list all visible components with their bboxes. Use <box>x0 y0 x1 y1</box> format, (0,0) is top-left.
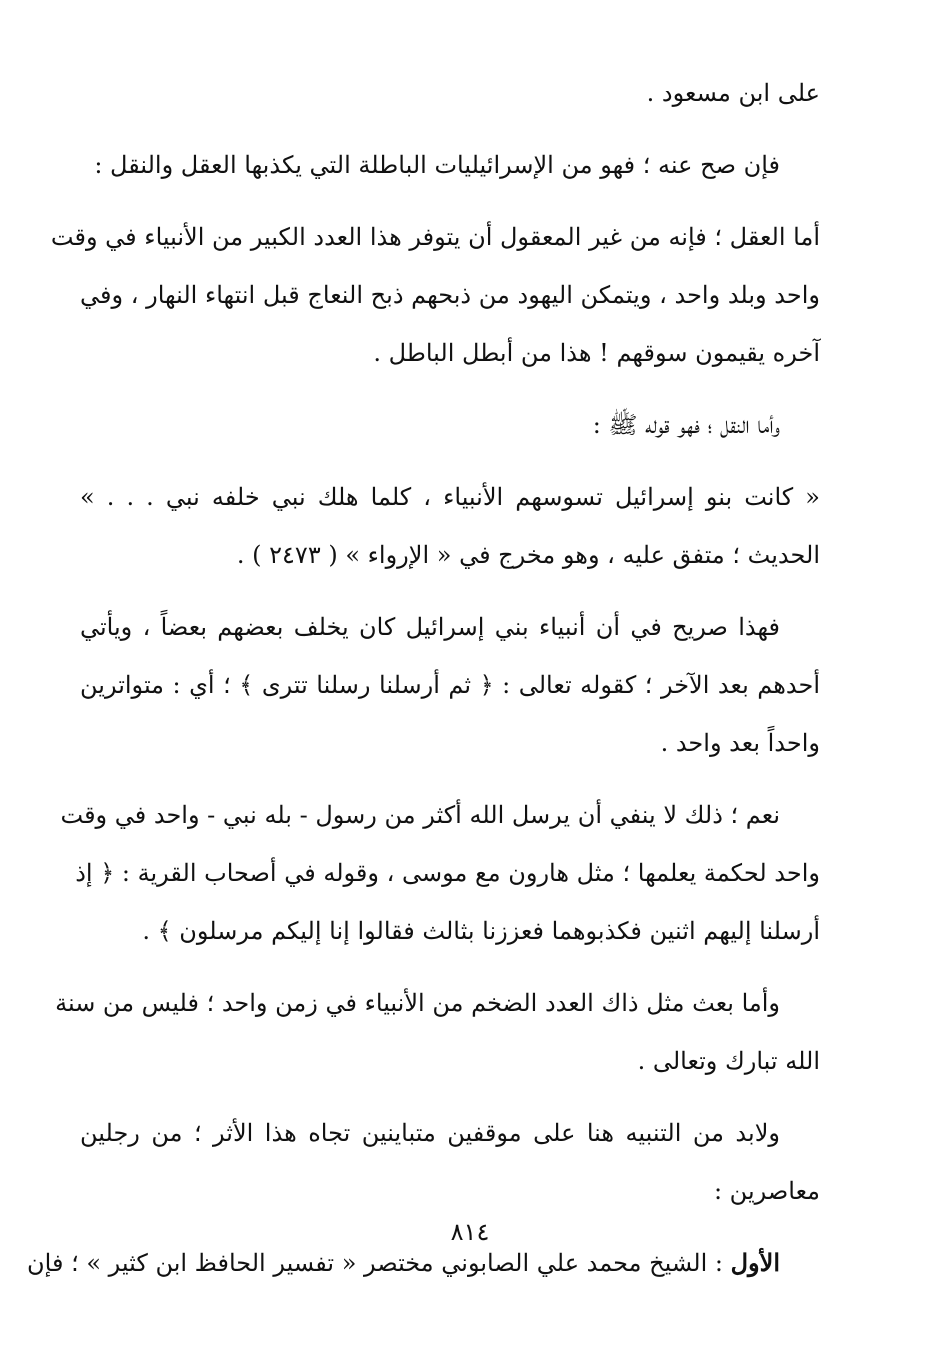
text-line: وأما بعث مثل ذاك العدد الضخم من الأنبياء في زمن واحد ؛ فليس من سنة <box>55 989 780 1017</box>
text-line: واحداً بعد واحد . <box>660 729 820 757</box>
text-line: على ابن مسعود . <box>646 79 820 107</box>
text-line: واحد وبلد واحد ، ويتمكن اليهود من ذبحهم ذبح النعاج قبل انتهاء النهار ، وفي <box>80 281 820 309</box>
text-run: : الشيخ محمد علي الصابوني مختصر « تفسير الحافظ ابن كثير » ؛ فإن <box>27 1249 723 1277</box>
text-line: فإن صح عنه ؛ فهو من الإسرائيليات الباطلة التي يكذبها العقل والنقل : <box>94 151 780 179</box>
text-line: أما العقل ؛ فإنه من غير المعقول أن يتوفر هذا العدد الكبير من الأنبياء في وقت <box>50 223 820 251</box>
text-line: وأما النقل ؛ فهو قوله ﷺ : <box>592 411 780 439</box>
paragraph <box>80 468 820 584</box>
paragraph <box>50 208 820 382</box>
text-line: الله تبارك وتعالى . <box>637 1047 820 1075</box>
page-number: ٨١٤ <box>450 1218 490 1246</box>
text-line: آخره يقيمون سوقهم ! هذا من أبطل الباطل . <box>373 339 820 367</box>
lead-term: الأول <box>730 1248 780 1277</box>
text-line: واحد لحكمة يعلمها ؛ مثل هارون مع موسى ، وقوله في أصحاب القرية : ﴿ إذ <box>75 859 820 887</box>
paragraph <box>80 1104 820 1220</box>
text-line: ولابد من التنبيه هنا على موقفين متباينين تجاه هذا الأثر ؛ من رجلين <box>80 1119 780 1147</box>
paragraph <box>60 786 820 960</box>
paragraph <box>80 64 820 122</box>
paragraph <box>80 598 820 772</box>
text-line: أحدهم بعد الآخر ؛ كقوله تعالى : ﴿ ثم أرسلنا رسلنا تترى ﴾ ؛ أي : متواترين <box>80 671 820 699</box>
paragraph <box>80 396 820 454</box>
page-body <box>27 64 820 1292</box>
text-line: « كانت بنو إسرائيل تسوسهم الأنبياء ، كلما هلك نبي خلفه نبي . . . » <box>80 483 820 511</box>
text-line: فهذا صريح في أن أنبياء بني إسرائيل كان يخلف بعضهم بعضاً ، ويأتي <box>80 613 780 641</box>
text-line: أرسلنا إليهم اثنين فكذبوهما فعززنا بثالث فقالوا إنا إليكم مرسلون ﴾ . <box>142 917 820 945</box>
text-line: نعم ؛ ذلك لا ينفي أن يرسل الله أكثر من رسول - بله نبي - واحد في وقت <box>60 801 780 829</box>
text-line: معاصرين : <box>713 1177 820 1205</box>
paragraph <box>80 136 820 194</box>
text-line: الحديث ؛ متفق عليه ، وهو مخرج في « الإرواء » ( ٢٤٧٣ ) . <box>236 541 820 569</box>
paragraph <box>55 974 820 1090</box>
